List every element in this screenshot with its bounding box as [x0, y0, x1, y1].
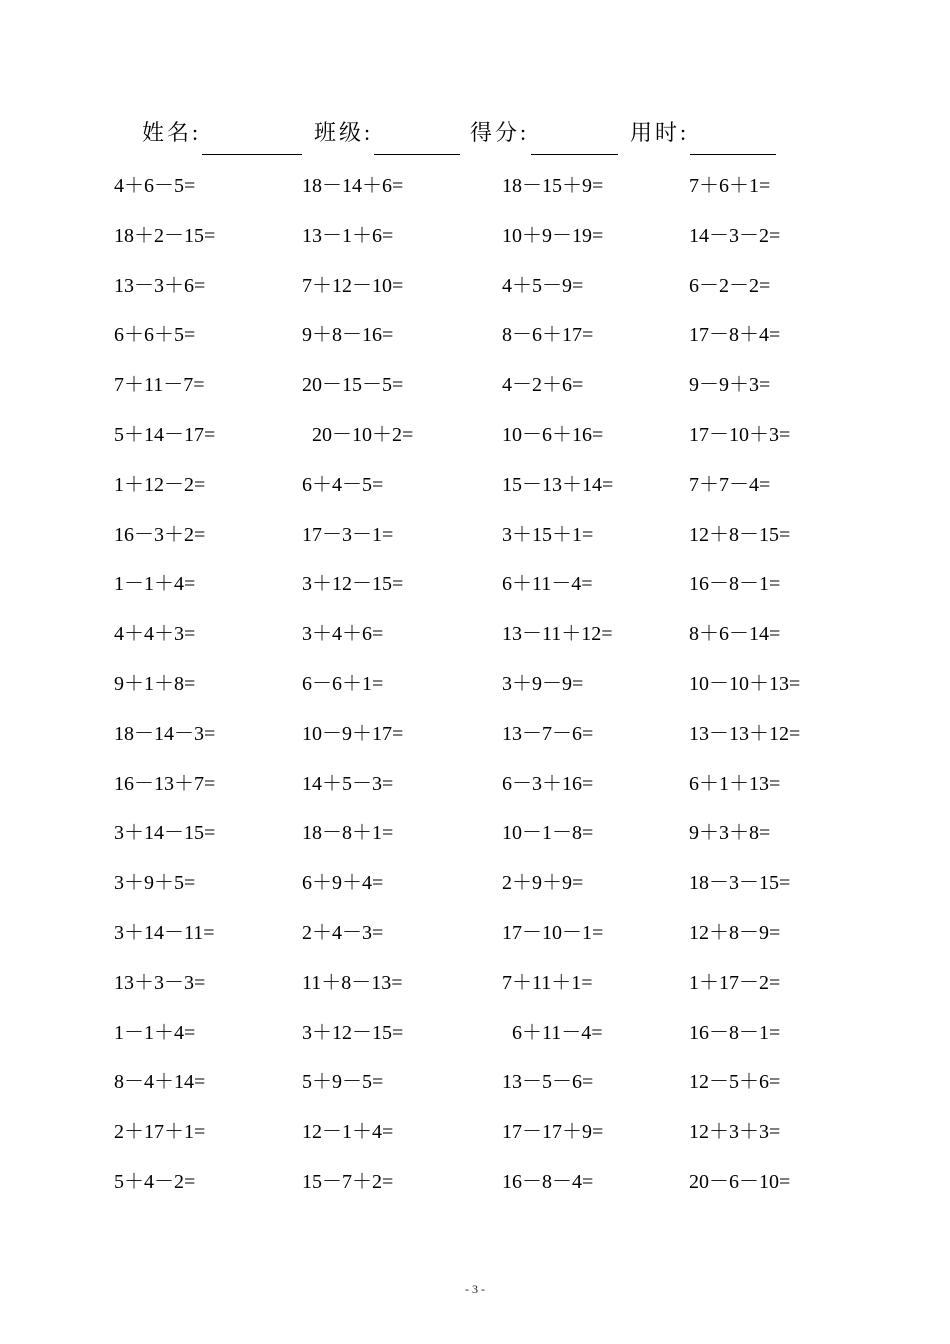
math-problem: 12＋8－9= [689, 921, 781, 944]
math-problem: 10＋9－19= [502, 224, 604, 247]
worksheet-header [0, 112, 950, 162]
math-problem: 3＋12－15= [302, 1021, 404, 1044]
math-problem: 11＋8－13= [302, 971, 403, 994]
math-problem: 2＋4－3= [302, 921, 384, 944]
math-problem: 5＋9－5= [302, 1071, 384, 1094]
math-problem: 12－1＋4= [302, 1121, 394, 1144]
math-problem: 6＋9＋4= [302, 872, 384, 895]
math-problem: 20－6－10= [689, 1170, 791, 1193]
math-problem: 17－8＋4= [689, 324, 781, 347]
math-problem: 3＋12－15= [302, 573, 404, 596]
math-problem: 4＋6－5= [114, 175, 196, 197]
math-problem: 16－3＋2= [114, 523, 206, 546]
math-problem: 17－17＋9= [502, 1121, 604, 1144]
math-problem: 10－10＋13= [689, 672, 801, 695]
math-problem: 3＋9＋5= [114, 872, 196, 895]
problem-row [0, 367, 950, 417]
math-problem: 4＋5－9= [502, 274, 584, 297]
name-blank-line[interactable] [202, 154, 302, 155]
math-problem: 8－6＋17= [502, 324, 594, 347]
math-problem: 13－5－6= [502, 1071, 594, 1094]
math-problem: 16－13＋7= [114, 772, 216, 795]
math-problem: 13－7－6= [502, 722, 594, 745]
problem-row [0, 1064, 950, 1114]
math-problem: 3＋4＋6= [302, 623, 384, 646]
math-problem: 15－13＋14= [502, 473, 614, 496]
problem-row [0, 965, 950, 1015]
math-problem: 7＋6＋1= [689, 175, 771, 197]
math-problem: 16－8－1= [689, 573, 781, 596]
math-problem: 5＋4－2= [114, 1170, 196, 1193]
problem-row [0, 716, 950, 766]
name-label: 姓名: [142, 120, 202, 145]
math-problem: 17－3－1= [302, 523, 394, 546]
math-problem: 3＋9－9= [502, 672, 584, 695]
math-problem: 1－1＋4= [114, 573, 196, 596]
math-problem: 14－3－2= [689, 224, 781, 247]
math-problem: 10－1－8= [502, 822, 594, 845]
class-label: 班级: [314, 120, 374, 145]
math-problem: 18－8＋1= [302, 822, 394, 845]
math-problem: 13－11＋12= [502, 623, 613, 646]
math-problem: 12＋8－15= [689, 523, 791, 546]
math-problem: 6＋6＋5= [114, 324, 196, 347]
math-problem: 9－9＋3= [689, 374, 771, 397]
math-problem: 20－10＋2= [312, 423, 414, 446]
math-problem: 6＋1＋13= [689, 772, 781, 795]
math-problem: 16－8－4= [502, 1170, 594, 1193]
math-problem: 6＋4－5= [302, 473, 384, 496]
math-problem: 18＋2－15= [114, 224, 216, 247]
math-problem: 9＋3＋8= [689, 822, 771, 845]
problem-row [0, 1015, 950, 1065]
math-problem: 1－1＋4= [114, 1021, 196, 1044]
class-blank-line[interactable] [374, 154, 460, 155]
problem-row [0, 517, 950, 567]
math-problem: 6－3＋16= [502, 772, 594, 795]
math-problem: 7＋12－10= [302, 274, 404, 297]
math-problem: 17－10－1= [502, 921, 604, 944]
problem-row [0, 666, 950, 716]
problem-row [0, 168, 950, 218]
math-problem: 2＋9＋9= [502, 872, 584, 895]
page-number: - 3 - [465, 1282, 485, 1296]
math-problem: 14＋5－3= [302, 772, 394, 795]
math-problem: 3＋14－15= [114, 822, 216, 845]
problem-row [0, 915, 950, 965]
math-problem: 6＋11－4= [512, 1021, 603, 1044]
math-problem: 12－5＋6= [689, 1071, 781, 1094]
math-problem: 8＋6－14= [689, 623, 781, 646]
math-problem: 18－14－3= [114, 722, 216, 745]
math-problem: 7＋7－4= [689, 473, 771, 496]
math-problem: 13＋3－3= [114, 971, 206, 994]
time-blank-line[interactable] [690, 154, 776, 155]
math-problem: 4－2＋6= [502, 374, 584, 397]
math-problem: 9＋8－16= [302, 324, 394, 347]
math-problem: 18－14＋6= [302, 175, 404, 197]
math-problem: 3＋14－11= [114, 921, 215, 944]
problem-row [0, 467, 950, 517]
math-problem: 20－15－5= [302, 374, 404, 397]
problem-row [0, 566, 950, 616]
score-blank-line[interactable] [531, 154, 618, 155]
math-problem: 6－6＋1= [302, 672, 384, 695]
score-label: 得分: [470, 120, 530, 145]
problem-row [0, 766, 950, 816]
problem-row [0, 1114, 950, 1164]
math-problem: 5＋14－17= [114, 423, 216, 446]
problem-row [0, 417, 950, 467]
math-problem: 3＋15＋1= [502, 523, 594, 546]
math-problem: 17－10＋3= [689, 423, 791, 446]
math-problem: 10－9＋17= [302, 722, 404, 745]
math-problem: 8－4＋14= [114, 1071, 206, 1094]
problem-row [0, 616, 950, 666]
math-problem: 12＋3＋3= [689, 1121, 781, 1144]
math-problem: 9＋1＋8= [114, 672, 196, 695]
math-problem: 15－7＋2= [302, 1170, 394, 1193]
math-problem: 13－13＋12= [689, 722, 801, 745]
problem-row [0, 268, 950, 318]
math-problem: 13－3＋6= [114, 274, 206, 297]
math-problem: 6＋11－4= [502, 573, 593, 596]
math-problem: 7＋11＋1= [502, 971, 593, 994]
problem-grid [0, 168, 950, 1214]
math-problem: 18－15＋9= [502, 175, 604, 197]
problem-row [0, 815, 950, 865]
problem-row [0, 317, 950, 367]
problem-row [0, 865, 950, 915]
math-problem: 1＋12－2= [114, 473, 206, 496]
problem-row [0, 1164, 950, 1214]
math-problem: 18－3－15= [689, 872, 791, 895]
math-problem: 4＋4＋3= [114, 623, 196, 646]
math-problem: 1＋17－2= [689, 971, 781, 994]
math-problem: 6－2－2= [689, 274, 771, 297]
math-problem: 2＋17＋1= [114, 1121, 206, 1144]
math-problem: 10－6＋16= [502, 423, 604, 446]
math-problem: 13－1＋6= [302, 224, 394, 247]
math-problem: 16－8－1= [689, 1021, 781, 1044]
problem-row [0, 218, 950, 268]
math-problem: 7＋11－7= [114, 374, 205, 397]
time-label: 用时: [630, 120, 690, 145]
